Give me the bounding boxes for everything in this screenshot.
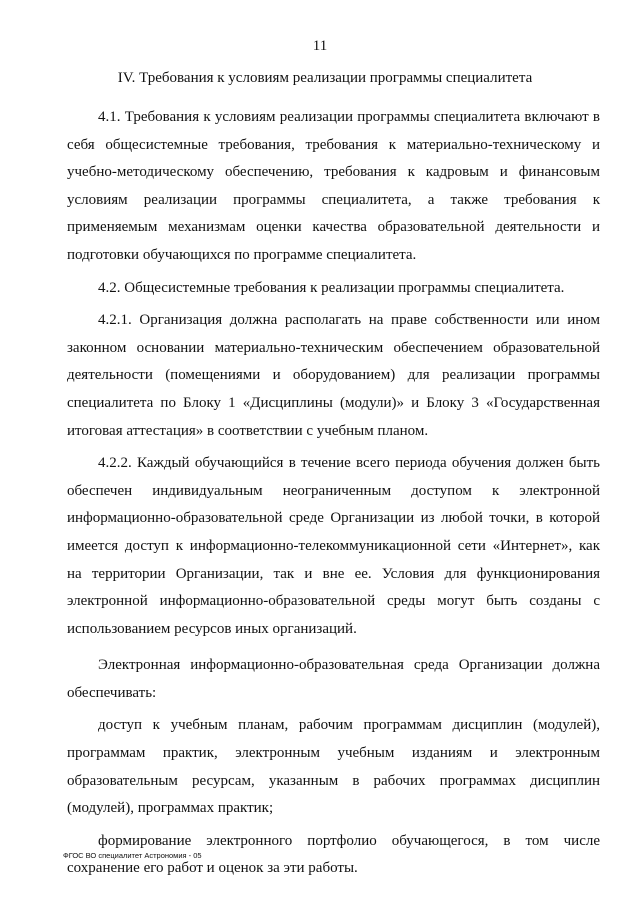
footer-note: ФГОС ВО специалитет Астрономия - 05 [63,851,202,860]
paragraph-4-1: 4.1. Требования к условиям реализации программы специалитета включают в себя общесистемные требования, требования к материально-техническому и учебно-методическому обеспечению, требования к кадровым и финансовым условиям реализации программы специалитета, а также требования к применяемым механизмам оценки качества образовательной деятельности и подготовки обучающихся по программе специалитета. [67,109,600,263]
page-number: 11 [312,38,328,54]
body-text [67,104,600,888]
paragraph-4-2-2: 4.2.2. Каждый обучающийся в течение всего периода обучения должен быть обеспечен индивидуальным неограниченным доступом к электронной информационно-образовательной среде Организации из любой точки, в которой имеется доступ к информационно-телекоммуникационной сети «Интернет», как на территории Организации, так и вне ее. Условия для функционирования электронной информационно-образовательной среды могут быть созданы с использованием ресурсов иных организаций. [67,455,600,637]
paragraph-access: доступ к учебным планам, рабочим программам дисциплин (модулей), программам практик, электронным учебным изданиям и электронным образовательным ресурсам, указанным в рабочих программах дисциплин (модулей), программах практик; [67,717,600,817]
paragraph-portfolio: формирование электронного портфолио обучающегося, в том числе сохранение его работ и оценок за эти работы. [67,832,600,877]
section-title: IV. Требования к условиям реализации программы специалитета [117,70,533,86]
paragraph-4-2: 4.2. Общесистемные требования к реализации программы специалитета. [98,279,565,296]
paragraph-4-2-1: 4.2.1. Организация должна располагать на праве собственности или ином законном основании материально-техническим обеспечением образовательной деятельности (помещениями и оборудованием) для реализации программы специалитета по Блоку 1 «Дисциплины (модули)» и Блоку 3 «Государственная итоговая аттестация» в соответствии с учебным планом. [67,312,600,439]
paragraph-environment: Электронная информационно-образовательная среда Организации должна обеспечивать: [67,657,600,701]
